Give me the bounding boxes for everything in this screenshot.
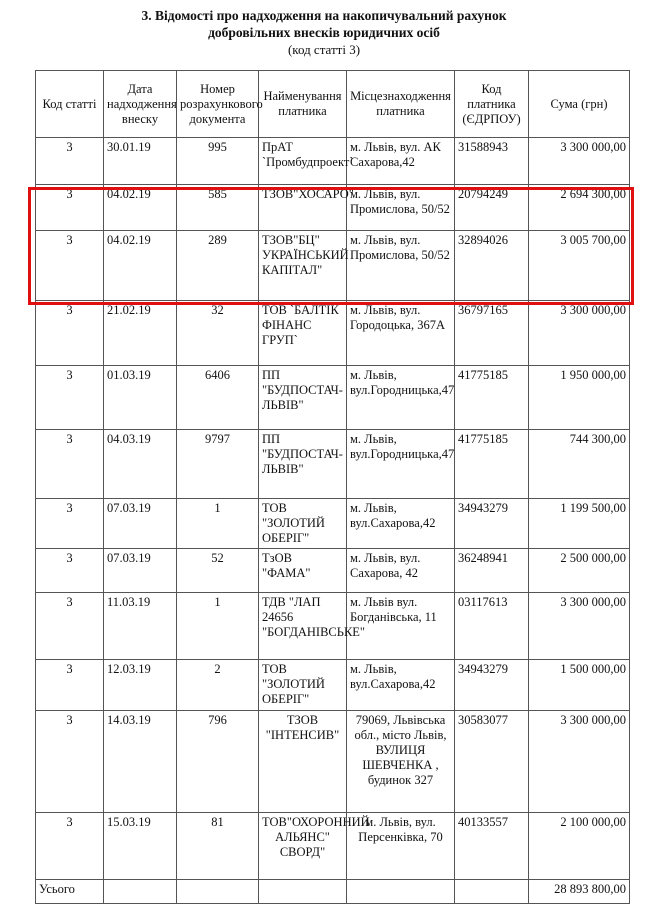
cell-doc: 289: [177, 231, 259, 301]
col-header-code: Код статті: [36, 71, 104, 138]
cell-date: 07.03.19: [104, 549, 177, 593]
cell-doc: 995: [177, 138, 259, 185]
cell-edrpou: 34943279: [455, 499, 529, 549]
cell-location: м. Львів, вул. Промислова, 50/52: [347, 185, 455, 231]
cell-doc: 1: [177, 499, 259, 549]
cell-code: 3: [36, 549, 104, 593]
cell-date: 21.02.19: [104, 301, 177, 366]
header-row: [36, 71, 630, 138]
cell-code: 3: [36, 185, 104, 231]
cell-code: 3: [36, 499, 104, 549]
cell-date: 04.02.19: [104, 231, 177, 301]
cell-edrpou: 36797165: [455, 301, 529, 366]
table-row: [36, 813, 630, 880]
cell-name: ПрАТ `Промбудпроект`: [259, 138, 347, 185]
cell-edrpou: 30583077: [455, 711, 529, 813]
cell-name: ПП "БУДПОСТАЧ-ЛЬВІВ": [259, 430, 347, 499]
cell-doc: 1: [177, 593, 259, 660]
cell-location: м. Львів вул. Богданівська, 11: [347, 593, 455, 660]
cell-edrpou: 34943279: [455, 660, 529, 711]
cell-doc: 81: [177, 813, 259, 880]
title-line-2: добровільних внесків юридичних осіб: [208, 25, 440, 40]
cell-doc: 585: [177, 185, 259, 231]
cell-date: 12.03.19: [104, 660, 177, 711]
highlight-box: [28, 187, 634, 305]
cell-doc: 52: [177, 549, 259, 593]
table-row: [36, 593, 630, 660]
cell-name: ТОВ "ЗОЛОТИЙ ОБЕРІГ": [259, 499, 347, 549]
cell-sum: 3 300 000,00: [529, 711, 630, 813]
table-row: [36, 711, 630, 813]
cell-date: 30.01.19: [104, 138, 177, 185]
col-header-edrpou: Код платника (ЄДРПОУ): [455, 71, 529, 138]
cell-location: м. Львів, вул. Сахарова, 42: [347, 549, 455, 593]
cell-code: 3: [36, 711, 104, 813]
table-row: [36, 301, 630, 366]
cell-code: 3: [36, 593, 104, 660]
subtitle: (код статті 3): [287, 42, 361, 57]
cell-location: м. Львів, вул.Городницька,47: [347, 366, 455, 430]
cell-date: 11.03.19: [104, 593, 177, 660]
col-header-doc: Номер розрахункового документа: [177, 71, 259, 138]
cell-name: ТЗОВ "ІНТЕНСИВ": [259, 711, 347, 813]
table-row: [36, 366, 630, 430]
cell-sum: 744 300,00: [529, 430, 630, 499]
col-header-location: Місцезнаходження платника: [347, 71, 455, 138]
cell-location: м. Львів, вул. АК Сахарова,42: [347, 138, 455, 185]
cell-date: 04.03.19: [104, 430, 177, 499]
cell-edrpou: 31588943: [455, 138, 529, 185]
table-row: [36, 499, 630, 549]
cell-doc: 32: [177, 301, 259, 366]
table-row: [36, 549, 630, 593]
cell-sum: 1 199 500,00: [529, 499, 630, 549]
cell-name: ТЗОВ"БЦ" УКРАЇНСЬКИЙ КАПІТАЛ": [259, 231, 347, 301]
cell-location: м. Львів, вул.Городницька,47: [347, 430, 455, 499]
cell-sum: 3 005 700,00: [529, 231, 630, 301]
cell-code: 3: [36, 138, 104, 185]
cell-edrpou: 03117613: [455, 593, 529, 660]
cell-date: 14.03.19: [104, 711, 177, 813]
cell-edrpou: 41775185: [455, 366, 529, 430]
col-header-date: Дата надходження внеску: [104, 71, 177, 138]
cell-date: 15.03.19: [104, 813, 177, 880]
cell-doc: 796: [177, 711, 259, 813]
col-header-name: Найменування платника: [259, 71, 347, 138]
cell-sum: 1 500 000,00: [529, 660, 630, 711]
table-row: [36, 660, 630, 711]
cell-edrpou: 32894026: [455, 231, 529, 301]
cell-date: 04.02.19: [104, 185, 177, 231]
cell-code: 3: [36, 301, 104, 366]
cell-date: 01.03.19: [104, 366, 177, 430]
col-header-sum: Сума (грн): [529, 71, 630, 138]
cell-name: ТОВ `БАЛТІК ФІНАНС ГРУП`: [259, 301, 347, 366]
cell-sum: 3 300 000,00: [529, 593, 630, 660]
cell-code: 3: [36, 366, 104, 430]
cell-location: м. Львів, вул.Сахарова,42: [347, 499, 455, 549]
cell-sum: 2 694 300,00: [529, 185, 630, 231]
cell-location: 79069, Львівська обл., місто Львів, ВУЛИЦЯ ШЕВЧЕНКА , будинок 327: [347, 711, 455, 813]
cell-sum: 3 300 000,00: [529, 138, 630, 185]
cell-name: ТОВ"ОХОРОННИЙ АЛЬЯНС" СВОРД": [259, 813, 347, 880]
cell-name: ТОВ "ЗОЛОТИЙ ОБЕРІГ": [259, 660, 347, 711]
table-row: [36, 138, 630, 185]
cell-location: м. Львів, вул. Персенківка, 70: [347, 813, 455, 880]
cell-doc: 2: [177, 660, 259, 711]
total-label: Усього: [36, 880, 104, 904]
cell-code: 3: [36, 660, 104, 711]
cell-name: ТЗОВ"ХОСАРО": [259, 185, 347, 231]
cell-code: 3: [36, 231, 104, 301]
cell-location: м. Львів, вул. Промислова, 50/52: [347, 231, 455, 301]
cell-date: 07.03.19: [104, 499, 177, 549]
cell-sum: 1 950 000,00: [529, 366, 630, 430]
cell-code: 3: [36, 813, 104, 880]
cell-edrpou: 41775185: [455, 430, 529, 499]
cell-name: ТзОВ "ФАМА": [259, 549, 347, 593]
cell-sum: 2 100 000,00: [529, 813, 630, 880]
cell-location: м. Львів, вул.Сахарова,42: [347, 660, 455, 711]
cell-edrpou: 36248941: [455, 549, 529, 593]
title-line-1: 3. Відомості про надходження на накопичувальний рахунок: [141, 8, 507, 23]
cell-sum: 2 500 000,00: [529, 549, 630, 593]
cell-location: м. Львів, вул. Городоцька, 367А: [347, 301, 455, 366]
table-row: [36, 430, 630, 499]
cell-doc: 6406: [177, 366, 259, 430]
cell-edrpou: 40133557: [455, 813, 529, 880]
cell-sum: 3 300 000,00: [529, 301, 630, 366]
cell-doc: 9797: [177, 430, 259, 499]
cell-edrpou: 20794249: [455, 185, 529, 231]
total-row: [36, 880, 630, 904]
cell-name: ПП "БУДПОСТАЧ-ЛЬВІВ": [259, 366, 347, 430]
total-sum: 28 893 800,00: [529, 880, 630, 904]
cell-name: ТДВ "ЛАП 24656 "БОГДАНІВСЬКЕ": [259, 593, 347, 660]
cell-code: 3: [36, 430, 104, 499]
